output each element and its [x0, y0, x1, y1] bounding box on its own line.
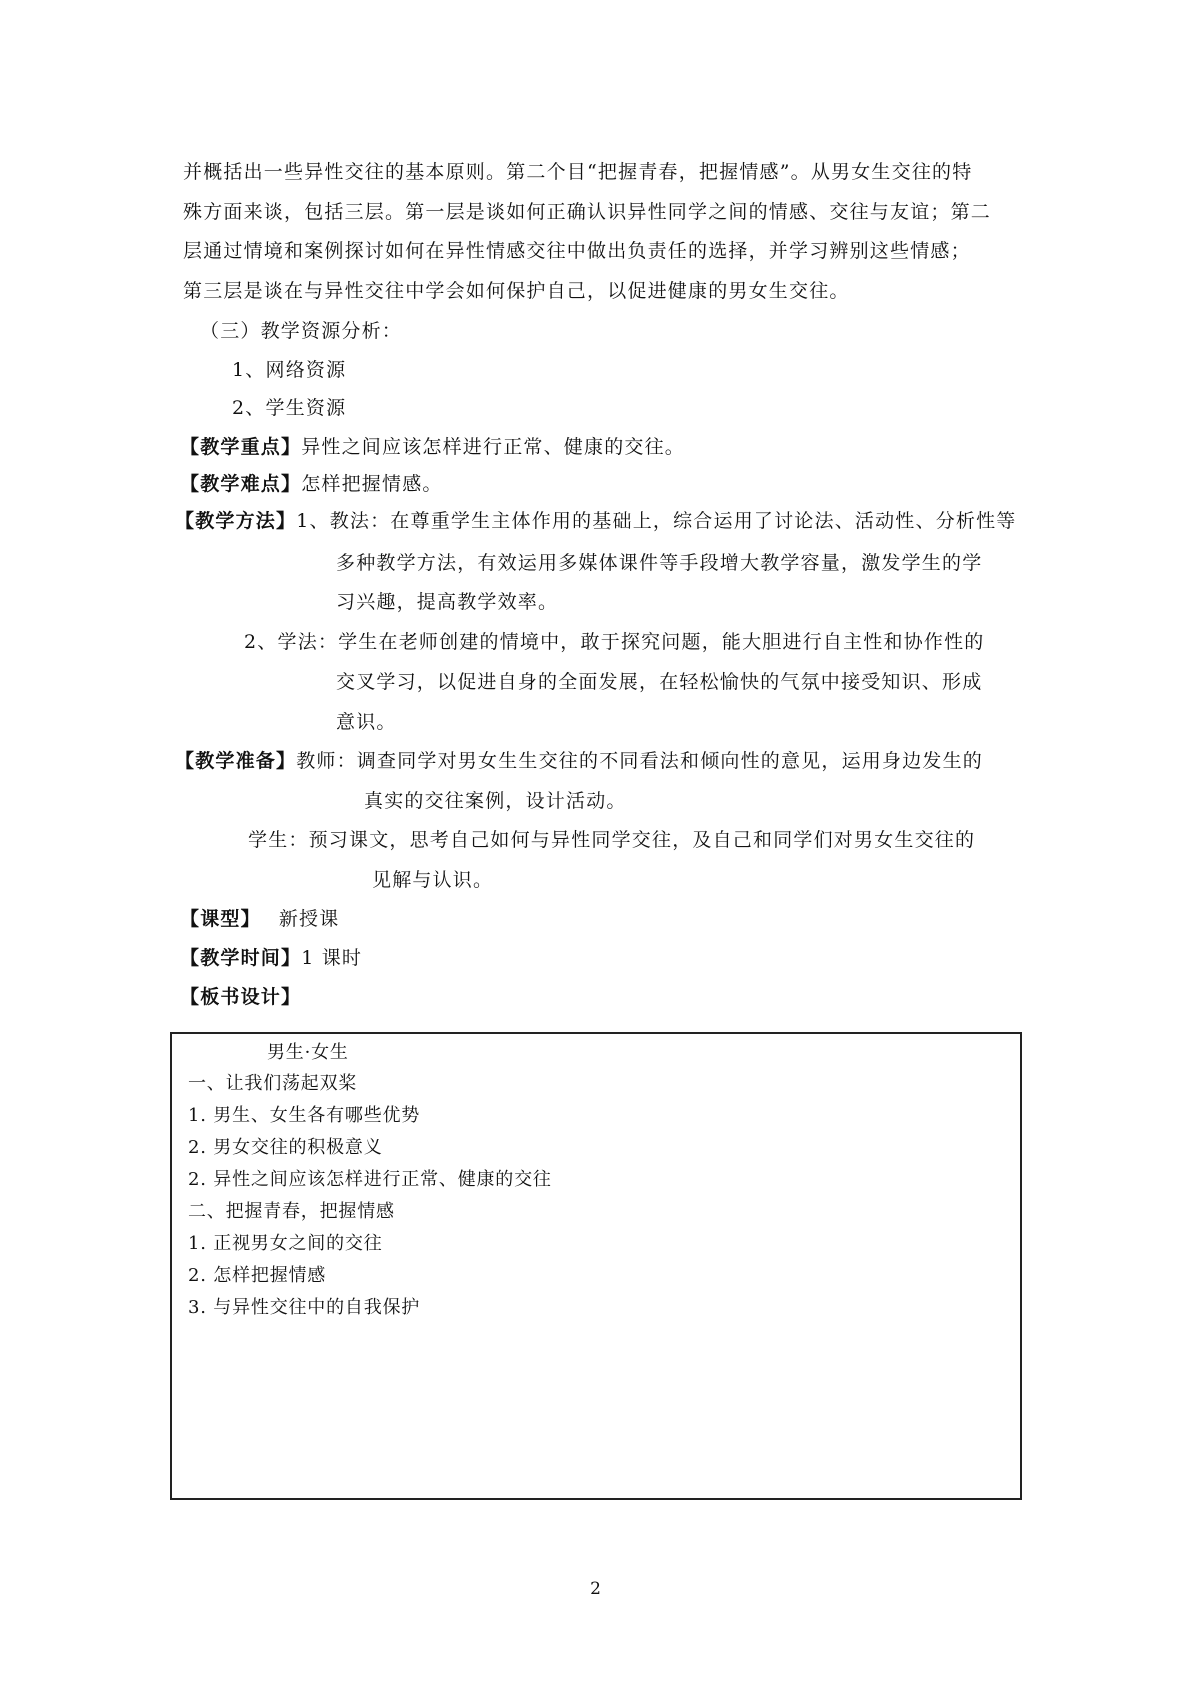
key-point-label: 【教学重点】	[180, 436, 302, 458]
board-line-2: 1. 男生、女生各有哪些优势	[188, 1105, 421, 1126]
intro-line-4: 第三层是谈在与异性交往中学会如何保护自己，以促进健康的男女生交往。	[183, 280, 850, 302]
intro-line-1: 并概括出一些异性交往的基本原则。第二个目“把握青春，把握情感”。从男女生交往的特	[183, 161, 973, 183]
difficulty-text: 怎样把握情感。	[301, 473, 443, 495]
resource-item-students: 2、学生资源	[232, 397, 347, 419]
method-learn-cont-2: 意识。	[336, 711, 397, 733]
method-teach	[175, 508, 1017, 534]
difficulty	[180, 471, 443, 497]
method-teach-cont-1: 多种教学方法，有效运用多媒体课件等手段增大教学容量，激发学生的学	[336, 552, 983, 574]
duration-label: 【教学时间】	[180, 947, 302, 969]
board-design-label: 【板书设计】	[180, 986, 302, 1008]
board-line-8: 3. 与异性交往中的自我保护	[188, 1297, 421, 1318]
method-label: 【教学方法】	[175, 510, 297, 532]
method-teach-first: 1、教法：在尊重学生主体作用的基础上，综合运用了讨论法、活动性、分析性等	[296, 510, 1017, 532]
board-line-5: 二、把握青春，把握情感	[188, 1201, 395, 1222]
intro-line-3: 层通过情境和案例探讨如何在异性情感交往中做出负责任的选择，并学习辨别这些情感；	[183, 240, 971, 262]
difficulty-label: 【教学难点】	[180, 473, 302, 495]
lesson-type-text: 新授课	[278, 908, 340, 930]
lesson-type	[180, 906, 339, 932]
board-line-1: 一、让我们荡起双桨	[188, 1073, 358, 1094]
board-line-7: 2. 怎样把握情感	[188, 1265, 327, 1286]
board-line-3: 2. 男女交往的积极意义	[188, 1137, 383, 1158]
method-learn-cont-1: 交叉学习，以促进自身的全面发展，在轻松愉快的气氛中接受知识、形成	[336, 671, 983, 693]
resources-heading: （三）教学资源分析：	[200, 320, 403, 342]
method-learn-first: 2、学法：学生在老师创建的情境中，敢于探究问题，能大胆进行自主性和协作性的	[244, 631, 985, 653]
duration-text: 1 课时	[301, 947, 363, 969]
prep-student-first: 学生：预习课文，思考自己如何与异性同学交往，及自己和同学们对男女生交往的	[248, 829, 976, 851]
prep-label: 【教学准备】	[175, 750, 297, 772]
prep-student-cont: 见解与认识。	[372, 869, 494, 891]
resource-item-network: 1、网络资源	[232, 359, 347, 381]
board-title: 男生·女生	[267, 1042, 349, 1063]
key-point	[180, 434, 685, 460]
board-line-4: 2. 异性之间应该怎样进行正常、健康的交往	[188, 1169, 552, 1190]
prep-teacher-cont: 真实的交往案例，设计活动。	[364, 790, 627, 812]
key-point-text: 异性之间应该怎样进行正常、健康的交往。	[301, 436, 686, 458]
intro-line-2: 殊方面来谈，包括三层。第一层是谈如何正确认识异性同学之间的情感、交往与友谊；第二	[183, 201, 992, 223]
method-teach-cont-2: 习兴趣，提高教学效率。	[336, 591, 559, 613]
prep-teacher-first: 教师：调查同学对男女生生交往的不同看法和倾向性的意见，运用身边发生的	[296, 750, 984, 772]
lesson-type-label: 【课型】	[180, 908, 261, 930]
page-number: 2	[590, 1579, 601, 1599]
prep-teacher	[175, 748, 983, 774]
board-line-6: 1. 正视男女之间的交往	[188, 1233, 383, 1254]
board-design-box	[170, 1032, 1022, 1500]
duration	[180, 945, 362, 971]
